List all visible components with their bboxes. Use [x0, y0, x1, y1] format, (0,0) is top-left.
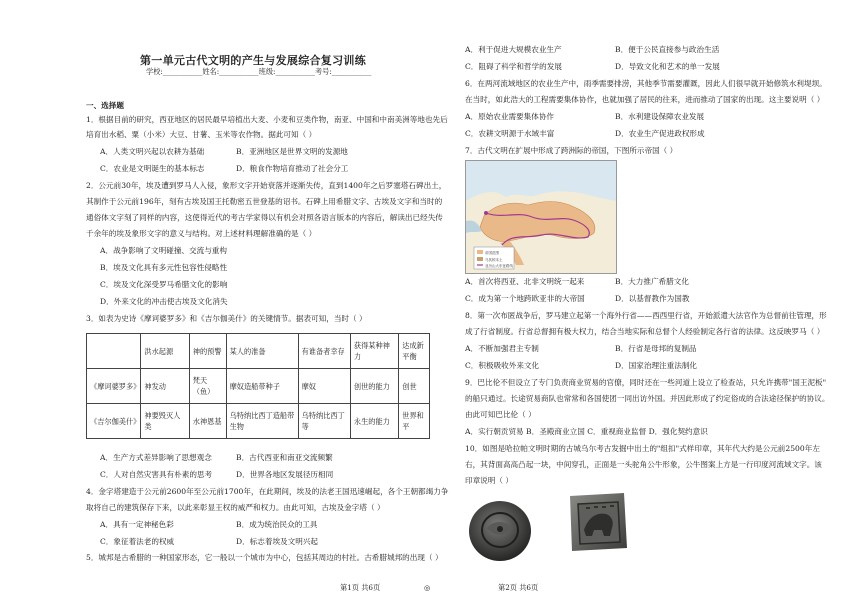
q3-table [86, 333, 430, 439]
q3-option-d: D．世界各地区发展径历相同 [236, 470, 334, 479]
q6-stem-line2: 在当时，如此浩大的工程需要集体协作，也就加强了居民的往来，进而推动了国家的出现。这主要说明（ ） [465, 95, 825, 104]
table-cell: 达成新平衡 [399, 334, 430, 369]
map-legend-2: 马其顿本土 [485, 258, 503, 262]
table-cell: 神发动 [141, 369, 189, 404]
alexander-empire-map [465, 160, 617, 274]
q3-option-b: B．古代西亚和南亚交流频繁 [236, 453, 333, 462]
table-cell: 乌特纳比西丁等 [298, 404, 350, 439]
table-cell: 水神恩基 [189, 404, 226, 439]
student-info-line: 学校:___________姓名:___________班级:___________考号:___________ [146, 67, 372, 76]
q1-option-a: A．人类文明兴起以农耕为基础 [100, 147, 205, 156]
q5-stem-line1: 5．城邦是古希腊的一种国家形态，它一般以一个城市为中心，包括其周边的村社。古希腊城邦的出现（ ） [86, 553, 443, 562]
q1-option-d: D．粮食作物培育推动了社会分工 [236, 164, 349, 173]
map-legend-3: 亚历山大东征路线 [485, 264, 513, 268]
table-cell: 梵天（鱼） [189, 369, 226, 404]
table-cell [87, 334, 141, 369]
q2-stem-line4: 千余年的埃及象形文字的意义与结构。对上述材料理解准确的是（ ） [86, 229, 317, 238]
section-heading: 一、选择题 [86, 101, 124, 110]
table-cell: 有谁备者幸存 [298, 334, 350, 369]
table-cell: 乌特纳比西丁造船带生物 [226, 404, 298, 439]
q5-option-b: B．便于公民直接参与政治生活 [615, 45, 720, 54]
q8-stem-line1: 8．第一次布匿战争后，罗马建立起第一个海外行省——西西里行省，开始派遣大法官作为总督前往管理，形 [465, 311, 827, 320]
q3-stem-line1: 3．如表为史诗《摩诃婆罗多》和《吉尔伽美什》的关键情节。据表可知，当时（ ） [86, 314, 367, 323]
q3-option-c: C．人对自然灾害具有朴素的思考 [100, 470, 213, 479]
q6-stem-line1: 6．在两河流域地区的农业生产中，雨季需要排涝，其他季节需要灌溉，因此人们很早就开始修筑水利堤坝。 [465, 79, 827, 88]
q6-option-d: D．农业生产促进政权形成 [615, 129, 705, 138]
document-title: 第一单元古代文明的产生与发展综合复习训练 [140, 54, 366, 67]
q2-option-a: A．战争影响了文明碰撞、交流与重构 [100, 246, 227, 255]
table-cell: 摩奴 [298, 369, 350, 404]
q2-stem-line1: 2．公元前30年，埃及遭到罗马人入侵，象形文字开始衰落并逐渐失传，直到1400年之后罗塞塔石碑出土， [86, 181, 447, 190]
q2-option-c: C．埃及文化深受罗马希腊文化的影响 [100, 280, 228, 289]
q6-option-a: A．原始农业需要集体协作 [465, 112, 555, 121]
q7-option-c: C．成为第一个地跨欧亚非的大帝国 [465, 294, 585, 303]
q5-option-a: A．利于促进大规模农业生产 [465, 45, 562, 54]
table-cell: 创世 [399, 369, 430, 404]
table-row [87, 404, 430, 439]
q5-option-d: D．导致文化和艺术的单一发展 [615, 62, 720, 71]
table-cell: 永生的能力 [350, 404, 398, 439]
q1-option-c: C．农业是文明诞生的基本标志 [100, 164, 205, 173]
q4-option-d: D．标志着埃及文明兴起 [236, 537, 319, 546]
table-cell: 《摩诃婆罗多》 [87, 369, 141, 404]
q2-stem-line2: 其制作于公元前196年，刻有古埃及国王托勒密五世登基的诏书。石碑上用希腊文字、古埃及文字和当时的 [86, 197, 443, 206]
q9-options: A．实行朝贡贸易 B．圣殿商业立国 C．重视商业监督 D．强化契约意识 [465, 427, 708, 436]
q4-stem-line1: 4．金字塔建造于公元前2600年至公元前1700年，在此期间，埃及的法老王国迅速崛起，各个王朝都竭力争 [86, 487, 449, 496]
q4-option-c: C．象征着法老的权威 [100, 537, 175, 546]
page-number-left: 第1页 共6页 [340, 583, 381, 592]
q1-stem-line2: 培育出水稻、粟（小米）大豆、甘薯、玉米等农作物。据此可知（ ） [86, 130, 317, 139]
q3-option-a: A．生产方式差异影响了思想观念 [100, 453, 212, 462]
page-number-right: 第2页 共6页 [498, 583, 539, 592]
q10-stem-line2: 右，其背面高高凸起一块，中间穿孔，正面是一头驼角公牛形象，公牛图案上方是一行印度河流域文字。该 [465, 460, 822, 469]
q1-stem-line1: 1．根据目前的研究，西亚地区的居民最早培植出大麦、小麦和豆类作物，南亚、中国和中南美洲等地也先后 [86, 115, 448, 124]
table-cell: 某人的准备 [226, 334, 298, 369]
table-row [87, 369, 430, 404]
square-seal-image [566, 490, 630, 554]
table-cell: 获得某种神力 [350, 334, 398, 369]
q9-stem-line1: 9．巴比伦不但设立了专门负责商业贸易的官僚，同时还在一些河道上设立了检查站，只允许携带"国王泥板" [465, 378, 827, 387]
q2-option-d: D．外来文化的冲击使古埃及文化消失 [100, 297, 228, 306]
map-legend-1: 帝国范围 [485, 251, 499, 255]
page-separator-mark: ◎ [424, 583, 431, 592]
q8-option-c: C．积极吸收外来文化 [465, 361, 540, 370]
q4-option-b: B．成为统治民众的工具 [236, 520, 318, 529]
q10-stem-line1: 10．如图是哈拉帕文明时期的古城乌尔考古发掘中出土的"组扣"式样印章，其年代大约是公元前2500年左 [465, 444, 820, 453]
table-cell: 摩奴造船带种子 [226, 369, 298, 404]
table-cell: 创世的能力 [350, 369, 398, 404]
map-graphic [466, 161, 616, 273]
q2-option-b: B．埃及文化具有多元性包容性侵略性 [100, 263, 228, 272]
table-cell: 《吉尔伽美什》 [87, 404, 141, 439]
q4-stem-line2: 取将自己的建筑保存下来，以此来彰显王权的威严和权力。由此可知，古埃及金字塔（ ） [86, 503, 385, 512]
q9-stem-line2: 的船只通过。长途贸易商队也常常和各国使团一同出访外国。并因此形成了约定俗成的合法途径保护的协议。 [465, 394, 830, 403]
table-header-row [87, 334, 430, 369]
q8-option-b: B．行省是母邦的复制品 [615, 344, 697, 353]
table-cell: 神要毁灭人类 [141, 404, 189, 439]
table-cell: 世界和平 [399, 404, 430, 439]
q4-option-a: A．具有一定神秘色彩 [100, 520, 174, 529]
q1-option-b: B．亚洲地区是世界文明的发源地 [236, 147, 348, 156]
q2-stem-line3: 通俗体文字刻了同样的内容，这使得近代的考古学家得以有机会对照各语言版本的内容后，解读出已经失传 [86, 213, 443, 222]
q7-option-d: D．以基督教作为国教 [615, 294, 690, 303]
round-seal-image [467, 498, 533, 564]
q9-stem-line3: 由此可知巴比伦（ ） [465, 410, 536, 419]
q6-option-c: C．农耕文明源于水域丰富 [465, 129, 555, 138]
q6-option-b: B．水利建设保障农业发展 [615, 112, 705, 121]
q8-option-a: A．不断加强君主专制 [465, 344, 539, 353]
table-cell: 洪水起源 [141, 334, 189, 369]
q8-option-d: D．国家治理注重法制化 [615, 361, 698, 370]
q10-stem-line3: 印章说明（ ） [465, 476, 513, 485]
q7-option-b: B．大力推广希腊文化 [615, 277, 689, 286]
q5-option-c: C．阻碍了科学和哲学的发展 [465, 62, 562, 71]
table-cell: 神的预警 [189, 334, 226, 369]
q7-stem-line1: 7．古代文明在扩展中形成了跨洲际的帝国，下图所示帝国（ ） [465, 146, 678, 155]
q8-stem-line2: 成了行省制度。行省总督拥有极大权力，结合当地实际和总督个人经验制定各行省的法律。这反映罗马（ ） [465, 327, 825, 336]
q7-option-a: A．首次将西亚、北非文明统一起来 [465, 277, 585, 286]
